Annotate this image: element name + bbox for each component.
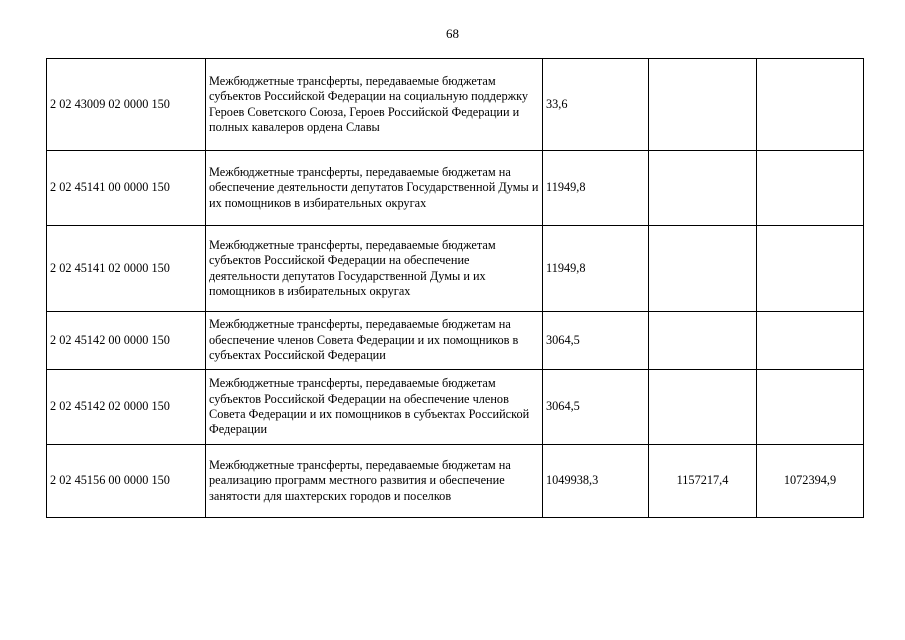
amount-year1-cell: 33,6 [543,59,649,151]
budget-code-cell: 2 02 43009 02 0000 150 [47,59,206,151]
budget-table-body [47,59,864,518]
amount-year1-cell: 11949,8 [543,226,649,312]
page-number: 68 [446,26,459,41]
budget-code-cell: 2 02 45142 00 0000 150 [47,312,206,370]
budget-code-cell: 2 02 45142 02 0000 150 [47,370,206,445]
budget-code-cell: 2 02 45141 00 0000 150 [47,151,206,226]
description-cell: Межбюджетные трансферты, передаваемые бюджетам субъектов Российской Федерации на обеспечение деятельности депутатов Государственной Думы и их помощников в избирательных округах [206,226,543,312]
amount-year3-cell [757,370,864,445]
amount-year3-cell [757,226,864,312]
description-cell: Межбюджетные трансферты, передаваемые бюджетам субъектов Российской Федерации на социальную поддержку Героев Советского Союза, Героев Российской Федерации и полных кавалеров ордена Славы [206,59,543,151]
amount-year2-cell: 1157217,4 [649,445,757,518]
amount-year1-cell: 3064,5 [543,370,649,445]
amount-year3-cell: 1072394,9 [757,445,864,518]
budget-code-cell: 2 02 45156 00 0000 150 [47,445,206,518]
description-cell: Межбюджетные трансферты, передаваемые бюджетам на реализацию программ местного развития и обеспечение занятости для шахтерских городов и поселков [206,445,543,518]
amount-year2-cell [649,370,757,445]
amount-year2-cell [649,59,757,151]
amount-year1-cell: 3064,5 [543,312,649,370]
table-row [47,59,864,151]
amount-year2-cell [649,312,757,370]
table-row [47,226,864,312]
description-cell: Межбюджетные трансферты, передаваемые бюджетам на обеспечение деятельности депутатов Государственной Думы и их помощников в избирательных округах [206,151,543,226]
description-cell: Межбюджетные трансферты, передаваемые бюджетам на обеспечение членов Совета Федерации и их помощников в субъектах Российской Федерации [206,312,543,370]
table-row [47,312,864,370]
table-row [47,151,864,226]
amount-year2-cell [649,226,757,312]
description-cell: Межбюджетные трансферты, передаваемые бюджетам субъектов Российской Федерации на обеспечение членов Совета Федерации и их помощников в субъектах Российской Федерации [206,370,543,445]
budget-table [46,58,864,518]
amount-year3-cell [757,59,864,151]
amount-year3-cell [757,312,864,370]
amount-year1-cell: 1049938,3 [543,445,649,518]
budget-code-cell: 2 02 45141 02 0000 150 [47,226,206,312]
table-row [47,370,864,445]
amount-year2-cell [649,151,757,226]
amount-year3-cell [757,151,864,226]
amount-year1-cell: 11949,8 [543,151,649,226]
table-row [47,445,864,518]
